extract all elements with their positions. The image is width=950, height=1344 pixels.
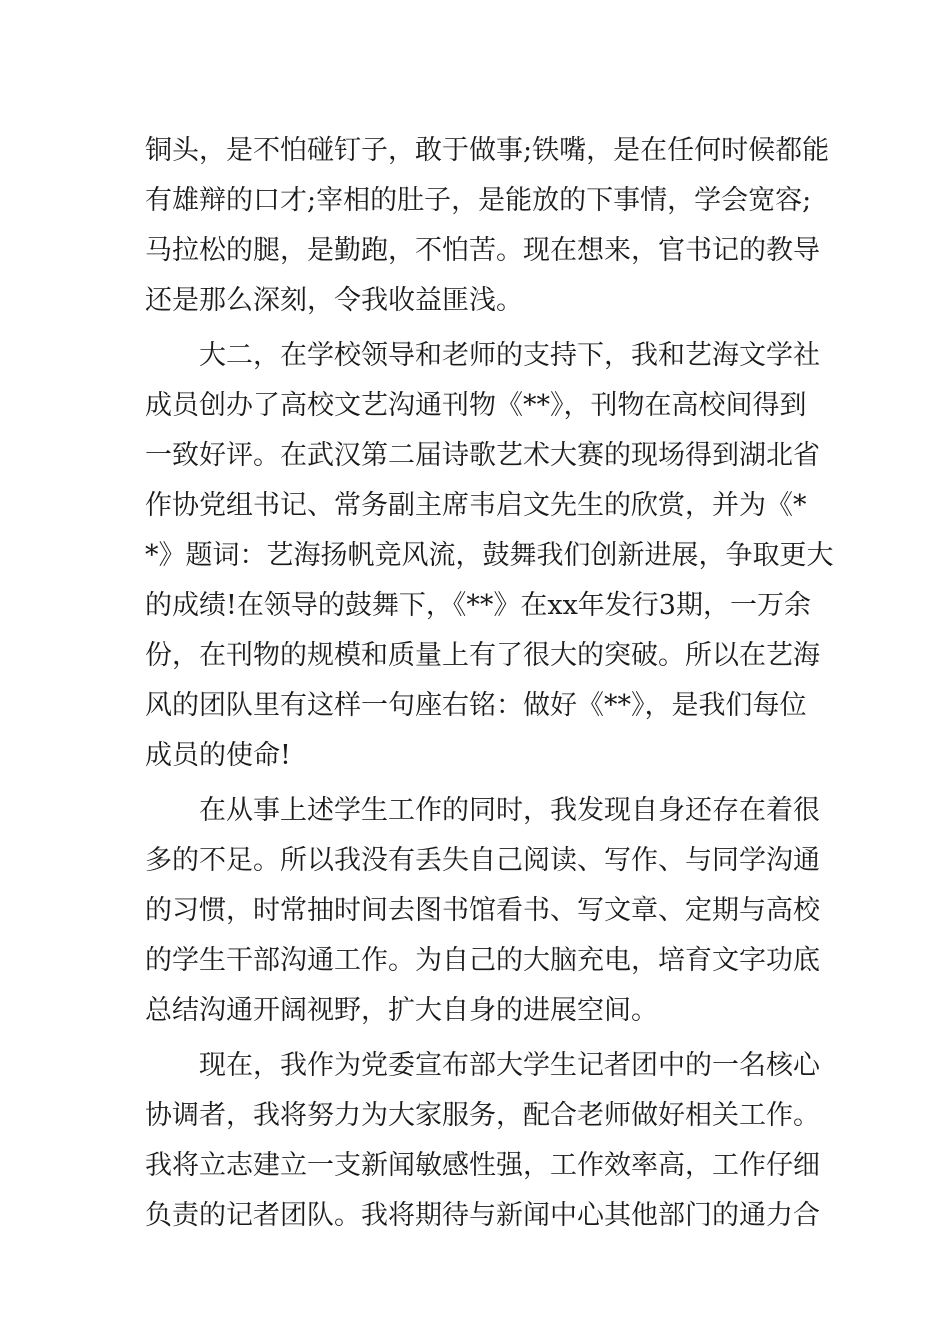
text-line: 大二，在学校领导和老师的支持下，我和艺海文学社 (145, 340, 820, 371)
text-line: 协调者，我将努力为大家服务，配合老师做好相关工作。 (145, 1100, 820, 1131)
text-line: 还是那么深刻，令我收益匪浅。 (145, 285, 523, 316)
text-line: 的成绩!在领导的鼓舞下，《**》在xx年发行3期，一万余 (145, 590, 811, 621)
text-line: 马拉松的腿，是勤跑，不怕苦。现在想来，官书记的教导 (145, 235, 820, 266)
paragraph (145, 126, 830, 326)
text-line: 我将立志建立一支新闻敏感性强，工作效率高，工作仔细 (145, 1150, 820, 1181)
text-line: 风的团队里有这样一句座右铭：做好《**》，是我们每位 (145, 690, 807, 721)
text-line: 铜头，是不怕碰钉子，敢于做事;铁嘴，是在任何时候都能 (145, 135, 830, 166)
text-line: 总结沟通开阔视野，扩大自身的进展空间。 (145, 995, 658, 1026)
text-line: 成员的使命! (145, 740, 291, 771)
text-line: 成员创办了高校文艺沟通刊物《**》，刊物在高校间得到 (145, 390, 807, 421)
text-line: *》题词：艺海扬帆竞风流，鼓舞我们创新进展，争取更大 (145, 540, 834, 571)
text-line: 现在，我作为党委宣布部大学生记者团中的一名核心 (145, 1050, 820, 1081)
paragraph (145, 786, 820, 1036)
text-line: 多的不足。所以我没有丢失自己阅读、写作、与同学沟通 (145, 845, 820, 876)
text-line: 的习惯，时常抽时间去图书馆看书、写文章、定期与高校 (145, 895, 820, 926)
text-line: 负责的记者团队。我将期待与新闻中心其他部门的通力合 (145, 1200, 820, 1231)
text-line: 作协党组书记、常务副主席韦启文先生的欣赏，并为《* (145, 490, 807, 521)
text-line: 在从事上述学生工作的同时，我发现自身还存在着很 (145, 795, 820, 826)
text-line: 份，在刊物的规模和质量上有了很大的突破。所以在艺海 (145, 640, 820, 671)
document-body (145, 126, 834, 1241)
paragraph (145, 331, 834, 781)
paragraph (145, 1041, 820, 1241)
text-line: 一致好评。在武汉第二届诗歌艺术大赛的现场得到湖北省 (145, 440, 820, 471)
text-line: 有雄辩的口才;宰相的肚子，是能放的下事情，学会宽容; (145, 185, 812, 216)
text-line: 的学生干部沟通工作。为自己的大脑充电，培育文字功底 (145, 945, 820, 976)
